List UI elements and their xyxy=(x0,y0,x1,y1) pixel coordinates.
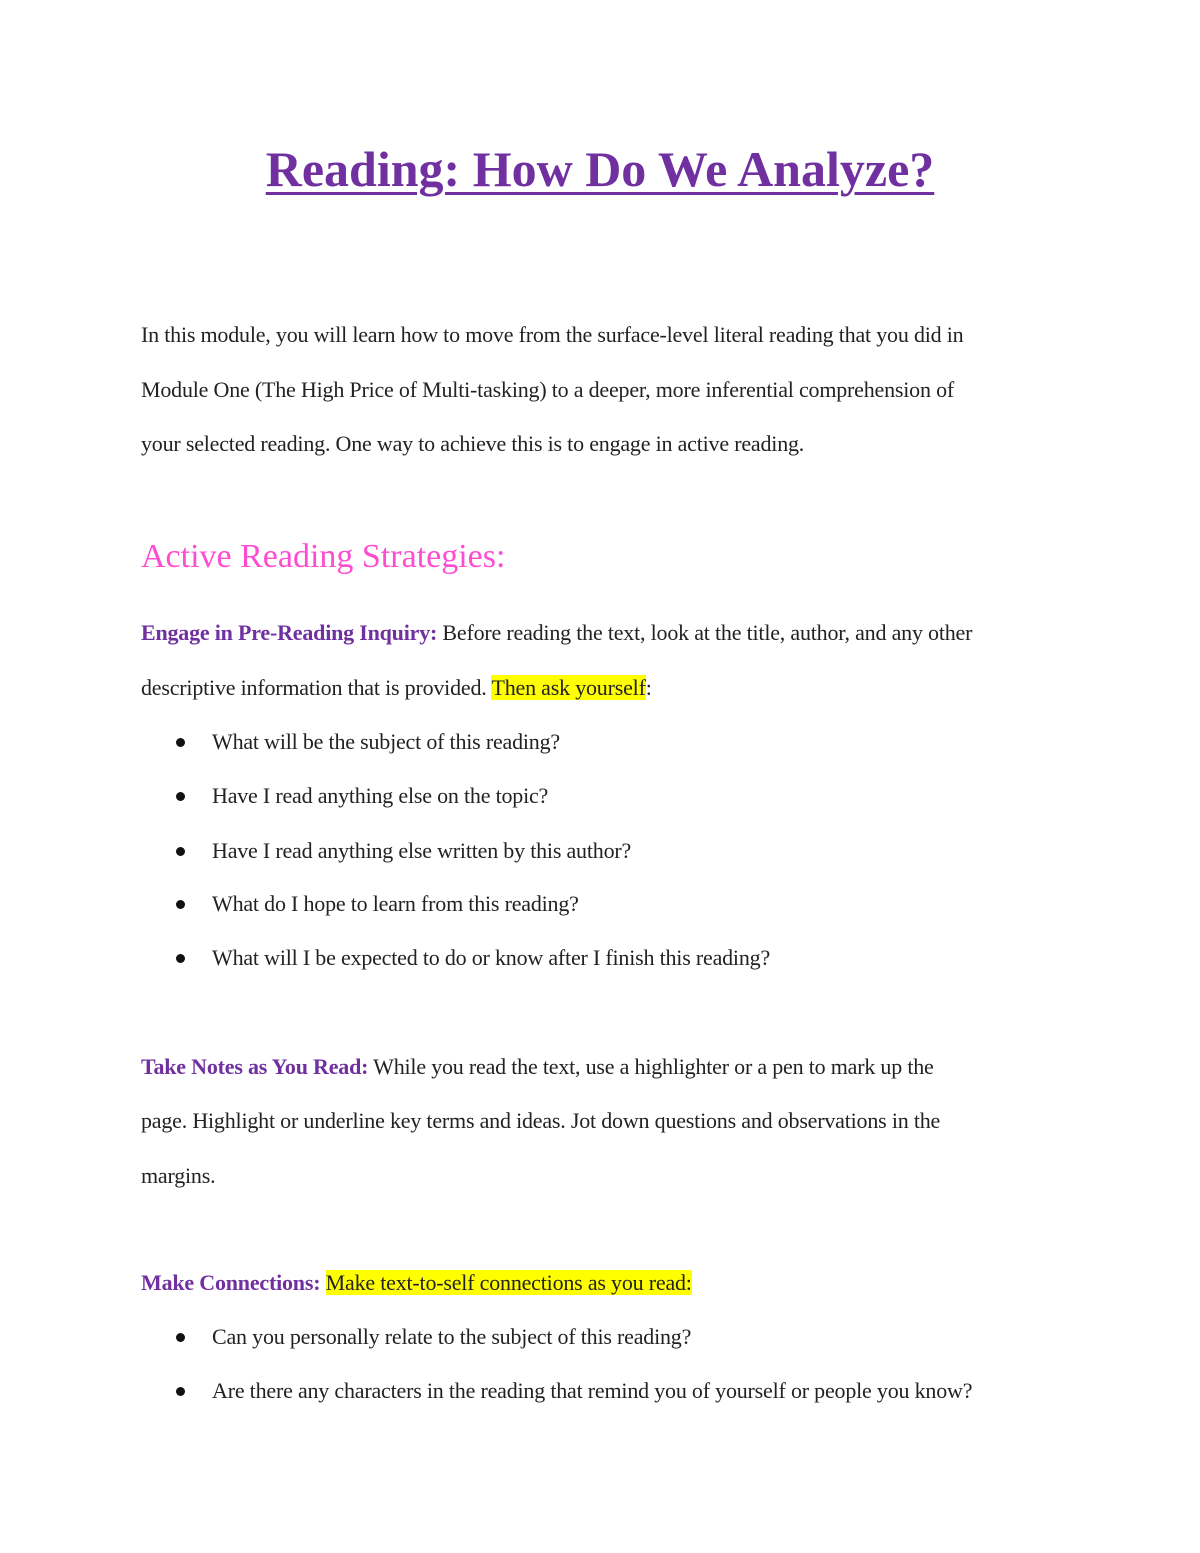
take-notes-line-3: margins. xyxy=(141,1163,216,1188)
pre-reading-paragraph-line-2 xyxy=(141,675,652,701)
bullet-icon xyxy=(176,1387,185,1396)
bullet-icon xyxy=(176,1333,185,1342)
take-notes-text-1: While you read the text, use a highlighter or a pen to mark up the xyxy=(368,1054,934,1079)
list-item: Have I read anything else written by this author? xyxy=(212,838,632,863)
bullet-icon xyxy=(176,900,185,909)
take-notes-label: Take Notes as You Read: xyxy=(141,1054,369,1079)
pre-reading-text-2a: descriptive information that is provided. xyxy=(141,675,492,700)
connections-label: Make Connections: xyxy=(141,1270,321,1295)
connections-highlight: Make text-to-self connections as you read: xyxy=(325,1270,692,1295)
page-title: Reading: How Do We Analyze? xyxy=(265,141,935,197)
intro-line-1: In this module, you will learn how to move from the surface-level literal reading that you did in xyxy=(141,322,964,347)
list-item: Have I read anything else on the topic? xyxy=(212,783,549,808)
bullet-icon xyxy=(176,847,185,856)
list-item: What do I hope to learn from this reading? xyxy=(212,891,579,916)
pre-reading-text-1: Before reading the text, look at the title, author, and any other xyxy=(437,620,973,645)
connections-paragraph xyxy=(141,1270,692,1296)
list-item: What will I be expected to do or know after I finish this reading? xyxy=(212,945,771,970)
take-notes-line-2: page. Highlight or underline key terms and ideas. Jot down questions and observations in the xyxy=(141,1108,941,1133)
strategies-heading: Active Reading Strategies: xyxy=(141,538,506,575)
list-item: Are there any characters in the reading that remind you of yourself or people you know? xyxy=(212,1378,973,1403)
bullet-icon xyxy=(176,954,185,963)
pre-reading-paragraph-line-1 xyxy=(141,620,972,646)
pre-reading-text-2b: : xyxy=(645,675,652,700)
intro-line-3: your selected reading. One way to achieve this is to engage in active reading. xyxy=(141,431,805,456)
intro-line-2: Module One (The High Price of Multi-tasking) to a deeper, more inferential comprehension of xyxy=(141,377,954,402)
bullet-icon xyxy=(176,792,185,801)
pre-reading-highlight: Then ask yourself xyxy=(491,675,646,700)
list-item: Can you personally relate to the subject of this reading? xyxy=(212,1324,692,1349)
take-notes-paragraph-line-1 xyxy=(141,1054,934,1080)
pre-reading-label: Engage in Pre-Reading Inquiry: xyxy=(141,620,438,645)
bullet-icon xyxy=(176,738,185,747)
list-item: What will be the subject of this reading? xyxy=(212,729,560,754)
